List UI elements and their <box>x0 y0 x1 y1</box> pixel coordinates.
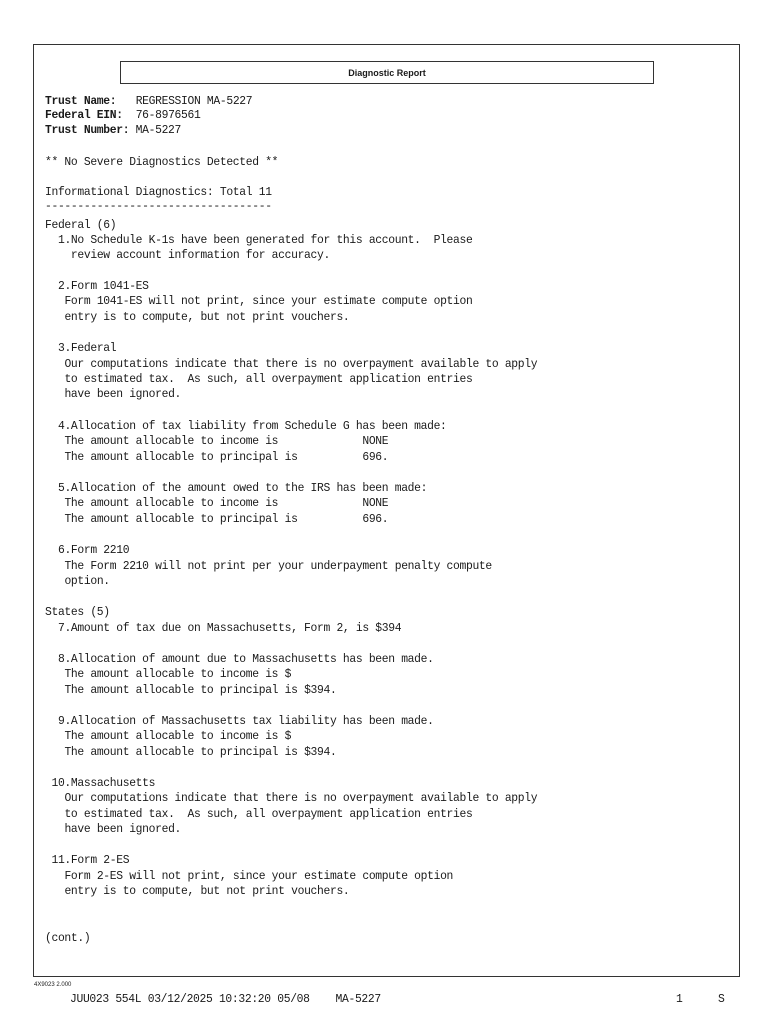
diagnostic-3-line: to estimated tax. As such, all overpayment application entries <box>64 372 473 386</box>
page-number: 1 <box>676 992 683 1006</box>
diagnostic-5-line: 5.Allocation of the amount owed to the IRS has been made: <box>57 481 428 495</box>
page-suffix: S <box>718 992 725 1006</box>
diagnostic-10-line: 10.Massachusetts <box>51 776 156 790</box>
diagnostic-1-line: review account information for accuracy. <box>70 248 330 262</box>
diagnostic-1-line: 1.No Schedule K-1s have been generated for this account. Please <box>57 233 473 247</box>
diagnostic-9-line: 9.Allocation of Massachusetts tax liability has been made. <box>57 714 434 728</box>
trust-name-value: REGRESSION MA-5227 <box>135 94 253 108</box>
diagnostic-7-line: 7.Amount of tax due on Massachusetts, Form 2, is $394 <box>57 621 402 635</box>
federal-heading: Federal (6) <box>45 218 117 232</box>
informational-heading: Informational Diagnostics: Total 11 <box>45 185 272 199</box>
diagnostic-3-line: 3.Federal <box>57 341 117 355</box>
diagnostic-2-line: 2.Form 1041-ES <box>57 279 149 293</box>
diagnostic-5-line: The amount allocable to income is NONE <box>64 496 389 510</box>
diagnostic-4-line: The amount allocable to income is NONE <box>64 434 389 448</box>
continued-marker: (cont.) <box>45 931 91 945</box>
job-info: JUU023 554L 03/12/2025 10:32:20 05/08 MA-5227 <box>70 992 381 1006</box>
diagnostic-11-line: 11.Form 2-ES <box>51 853 130 867</box>
diagnostic-6-line: 6.Form 2210 <box>57 543 130 557</box>
diagnostic-11-line: entry is to compute, but not print vouchers. <box>64 884 350 898</box>
diagnostic-2-line: entry is to compute, but not print vouchers. <box>64 310 350 324</box>
diagnostic-10-line: Our computations indicate that there is no overpayment available to apply <box>64 791 538 805</box>
report-title: Diagnostic Report <box>120 61 654 84</box>
diagnostic-4-line: 4.Allocation of tax liability from Schedule G has been made: <box>57 419 447 433</box>
trust-name-label: Trust Name: <box>45 94 117 108</box>
diagnostic-6-line: The Form 2210 will not print per your underpayment penalty compute <box>64 559 492 573</box>
diagnostic-6-line: option. <box>64 574 110 588</box>
trust-number-row <box>45 123 181 137</box>
separator-line: ----------------------------------- <box>45 199 272 213</box>
form-code: 4X9023 2.000 <box>34 982 72 988</box>
diagnostic-3-line: have been ignored. <box>64 387 182 401</box>
trust-number-label: Trust Number: <box>45 123 130 137</box>
diagnostic-10-line: to estimated tax. As such, all overpayment application entries <box>64 807 473 821</box>
page-frame <box>33 44 740 977</box>
federal-ein-label: Federal EIN: <box>45 108 123 122</box>
diagnostic-9-line: The amount allocable to principal is $394. <box>64 745 337 759</box>
federal-ein-row <box>45 108 200 122</box>
diagnostic-9-line: The amount allocable to income is $ <box>64 729 292 743</box>
diagnostic-10-line: have been ignored. <box>64 822 182 836</box>
federal-ein-value: 76-8976561 <box>135 108 201 122</box>
diagnostic-8-line: 8.Allocation of amount due to Massachusetts has been made. <box>57 652 434 666</box>
states-heading: States (5) <box>45 605 110 619</box>
trust-number-value: MA-5227 <box>135 123 182 137</box>
diagnostic-5-line: The amount allocable to principal is 696. <box>64 512 389 526</box>
diagnostic-2-line: Form 1041-ES will not print, since your estimate compute option <box>64 294 473 308</box>
diagnostic-3-line: Our computations indicate that there is no overpayment available to apply <box>64 357 538 371</box>
trust-name-row <box>45 94 252 108</box>
diagnostic-4-line: The amount allocable to principal is 696. <box>64 450 389 464</box>
severe-status: ** No Severe Diagnostics Detected ** <box>45 155 279 169</box>
diagnostic-8-line: The amount allocable to principal is $394. <box>64 683 337 697</box>
diagnostic-8-line: The amount allocable to income is $ <box>64 667 292 681</box>
diagnostic-11-line: Form 2-ES will not print, since your estimate compute option <box>64 869 454 883</box>
